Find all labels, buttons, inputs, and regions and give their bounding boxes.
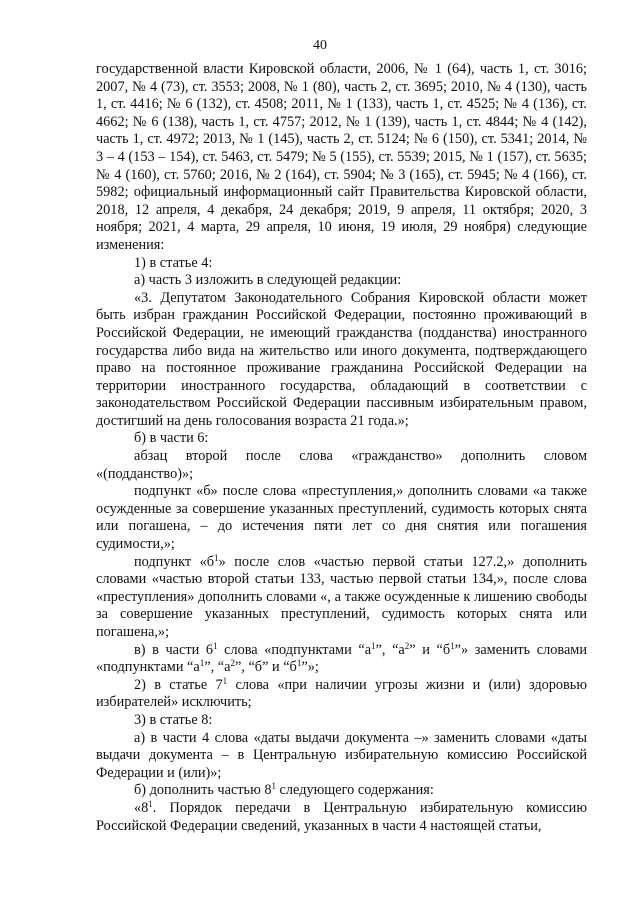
- paragraph: [96, 448, 587, 483]
- paragraph-text: следующего содержания:: [275, 782, 434, 799]
- paragraph: [96, 272, 587, 290]
- paragraph-text: слова «подпунктами “а: [217, 641, 372, 658]
- paragraph-text: «3. Депутатом Законодательного Собрания Кировской области может быть избран гражданин Российской Федерации, постоянно проживающий в Российской Федерации, не имеющий гражданства (подданства) иностранного государства либо вида на жительство или иного документа, подтверждающего право на постоянное проживание гражданина Российской Федерации на территории иностранного государства, обладающий в соответствии с законодательством Российской Федерации пассивным избирательным правом, достигший на день голосования возраста 21 года.»;: [96, 289, 587, 429]
- paragraph-text: ”, “б” и “б: [234, 659, 297, 676]
- paragraph-text: 2) в статье 7: [134, 676, 223, 693]
- paragraph-text: а) в части 4 слова «даты выдачи документа –» заменить словами «даты выдачи документа – в Центральную избирательную комиссию Российской Федерации и (или)»;: [96, 729, 587, 781]
- superscript-index: 1: [148, 799, 153, 809]
- paragraph: [96, 483, 587, 553]
- paragraph-text: 3) в статье 8:: [134, 711, 213, 728]
- superscript-index: 1: [199, 658, 205, 669]
- paragraph-text: б) в части 6:: [134, 430, 209, 447]
- paragraph-text: ”, “а: [375, 641, 405, 658]
- paragraph-text: ”»;: [301, 659, 319, 676]
- paragraph-text: «8: [134, 799, 149, 816]
- paragraph: [96, 430, 587, 448]
- superscript-index: 1: [271, 781, 276, 792]
- paragraph: [96, 730, 587, 783]
- paragraph-text: б) дополнить частью 8: [134, 782, 272, 799]
- superscript-index: 1: [450, 640, 455, 651]
- paragraph-text: в) в части 6: [134, 641, 214, 658]
- paragraph: [96, 255, 587, 273]
- paragraph: [96, 290, 587, 431]
- superscript-index: 1: [214, 552, 219, 563]
- paragraph-text: ”» заменить словами «подпунктами “а: [96, 641, 587, 676]
- paragraph: [96, 61, 587, 255]
- paragraph: [96, 800, 587, 835]
- paragraph: [96, 712, 587, 730]
- paragraph-text: 1) в статье 4:: [134, 254, 213, 271]
- paragraph-text: подпункт «б» после слова «преступления,» дополнить словами «а также осужденные за совершение указанных преступлений, судимость которых снята или погашена, – до истечения пяти лет со дня снятия или погашения судимости,»;: [96, 483, 587, 553]
- paragraph: [96, 782, 587, 800]
- superscript-index: 2: [230, 658, 235, 669]
- paragraph-text: государственной власти Кировской области, 2006, № 1 (64), часть 1, ст. 3016; 2007, № 4 (73), ст. 3553; 2008, № 1 (80), часть 2, ст. 3695; 2010, № 4 (130), часть 1, ст. 4416; № 6 (132), ст. 4508; 2011, № 1 (133), часть 1, ст. 4525; № 4 (136), ст. 4662; № 6 (138), часть 1, ст. 4757; 2012, № 1 (139), часть 1, ст. 4844; № 4 (142), часть 1, ст. 4972; 2013, № 1 (145), часть 2, ст. 5124; № 6 (150), ст. 5341; 2014, № 3 – 4 (153 – 154), ст. 5463, ст. 5479; № 5 (155), ст. 5539; 2015, № 1 (157), ст. 5635; № 4 (160), ст. 5760; 2016, № 2 (164), ст. 5904; № 3 (165), ст. 5945; № 4 (166), ст. 5982; официальный информационный сайт Правительства Кировской области, 2018, 12 апреля, 4 декабря, 24 декабря; 2019, 9 апреля, 11 октября; 2020, 3 ноября; 2021, 4 марта, 29 апреля, 10 июня, 19 июля, 29 ноября) следующие изменения:: [96, 61, 587, 253]
- superscript-index: 2: [404, 640, 410, 651]
- paragraph-text: подпункт «б: [134, 553, 215, 570]
- paragraph-text: . Порядок передачи в Центральную избирательную комиссию Российской Федерации сведений, указанных в части 4 настоящей статьи,: [96, 799, 587, 834]
- superscript-index: 1: [222, 675, 228, 686]
- paragraph: [96, 554, 587, 642]
- paragraph: [96, 677, 587, 712]
- paragraph-text: слова «при наличии угрозы жизни и (или) здоровью избирателей» исключить;: [96, 676, 588, 711]
- superscript-index: 1: [371, 640, 376, 651]
- page-number: 40: [313, 38, 327, 53]
- paragraph-text: ” и “б: [409, 641, 451, 658]
- document-body: [96, 61, 587, 835]
- superscript-index: 1: [296, 658, 302, 669]
- paragraph-text: » после слов «частью первой статьи 127.2,» дополнить словами «частью второй статьи 133, частью первой статьи 134,», после слова «преступления» дополнить словами «, а также осужденные к лишению свободы за совершение указанных преступлений, судимость которых снята или погашена,»;: [96, 553, 587, 640]
- paragraph: [96, 642, 587, 677]
- superscript-index: 1: [213, 640, 218, 651]
- paragraph-text: абзац второй после слова «гражданство» дополнить словом «(подданство)»;: [96, 448, 587, 482]
- paragraph-text: ”, “а: [204, 659, 231, 676]
- paragraph-text: а) часть 3 изложить в следующей редакции:: [134, 272, 402, 289]
